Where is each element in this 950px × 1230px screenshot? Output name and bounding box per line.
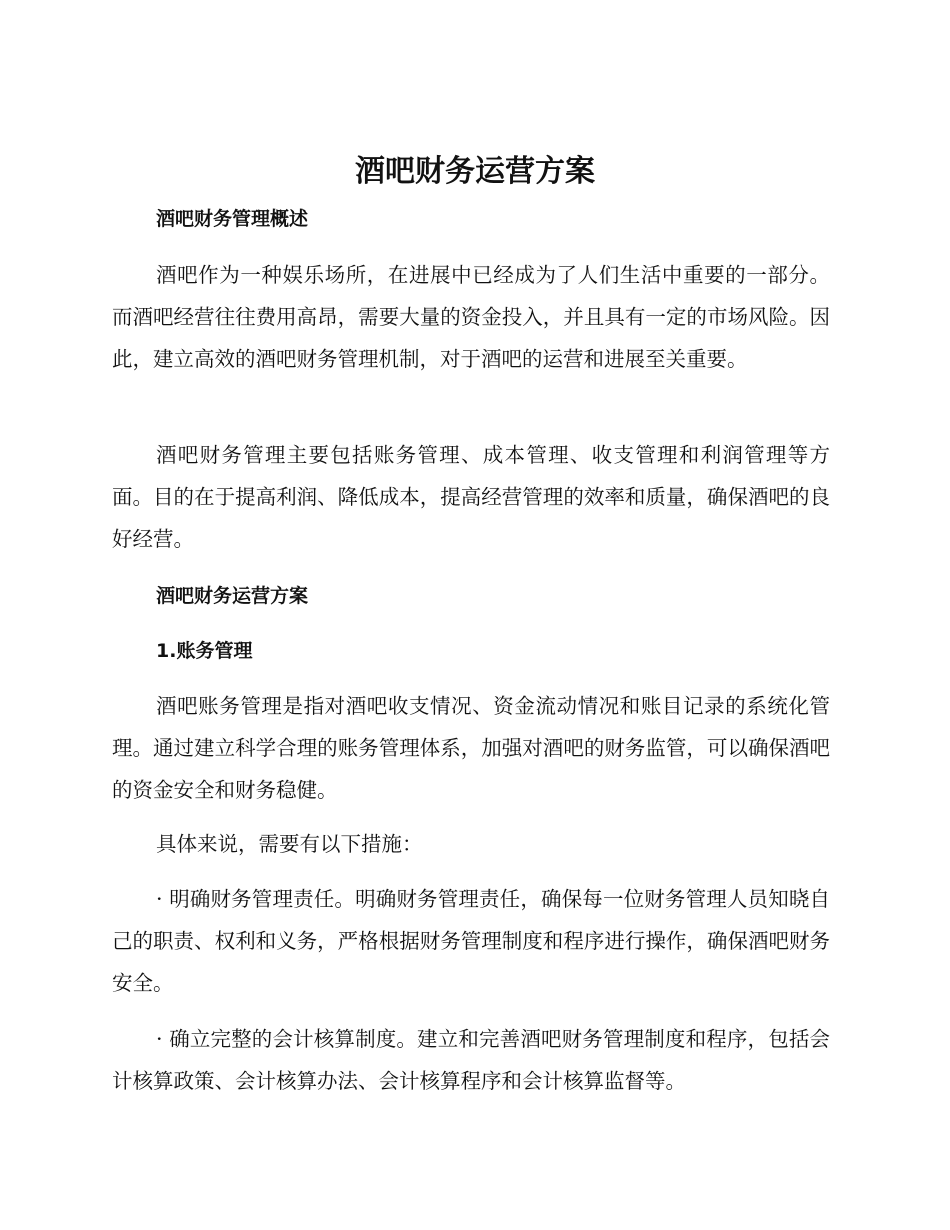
paragraph-overview-1: 酒吧作为一种娱乐场所，在进展中已经成为了人们生活中重要的一部分。而酒吧经营往往费用高昂，需要大量的资金投入，并且具有一定的市场风险。因此，建立高效的酒吧财务管理机制，对于酒吧的运营和进展至关重要。	[112, 263, 830, 371]
paragraph-overview-2: 酒吧财务管理主要包括账务管理、成本管理、收支管理和利润管理等方面。目的在于提高利润、降低成本，提高经营管理的效率和质量，确保酒吧的良好经营。	[112, 443, 830, 551]
section-heading-overview: 酒吧财务管理概述	[156, 208, 309, 230]
paragraph-accounting-intro: 酒吧账务管理是指对酒吧收支情况、资金流动情况和账目记录的系统化管理。通过建立科学合理的账务管理体系，加强对酒吧的财务监管，可以确保酒吧的资金安全和财务稳健。	[112, 694, 830, 802]
paragraph-measures-intro: 具体来说，需要有以下措施：	[156, 832, 423, 856]
subsection-heading-accounting: 1.账务管理	[156, 640, 253, 662]
bullet-item-accounting-system: · 确立完整的会计核算制度。建立和完善酒吧财务管理制度和程序，包括会计核算政策、会计核算办法、会计核算程序和会计核算监督等。	[112, 1027, 830, 1093]
bullet-item-responsibility: · 明确财务管理责任。明确财务管理责任，确保每一位财务管理人员知晓自己的职责、权利和义务，严格根据财务管理制度和程序进行操作，确保酒吧财务安全。	[112, 887, 830, 995]
document-title: 酒吧财务运营方案	[355, 154, 595, 189]
section-heading-plan: 酒吧财务运营方案	[156, 585, 309, 607]
